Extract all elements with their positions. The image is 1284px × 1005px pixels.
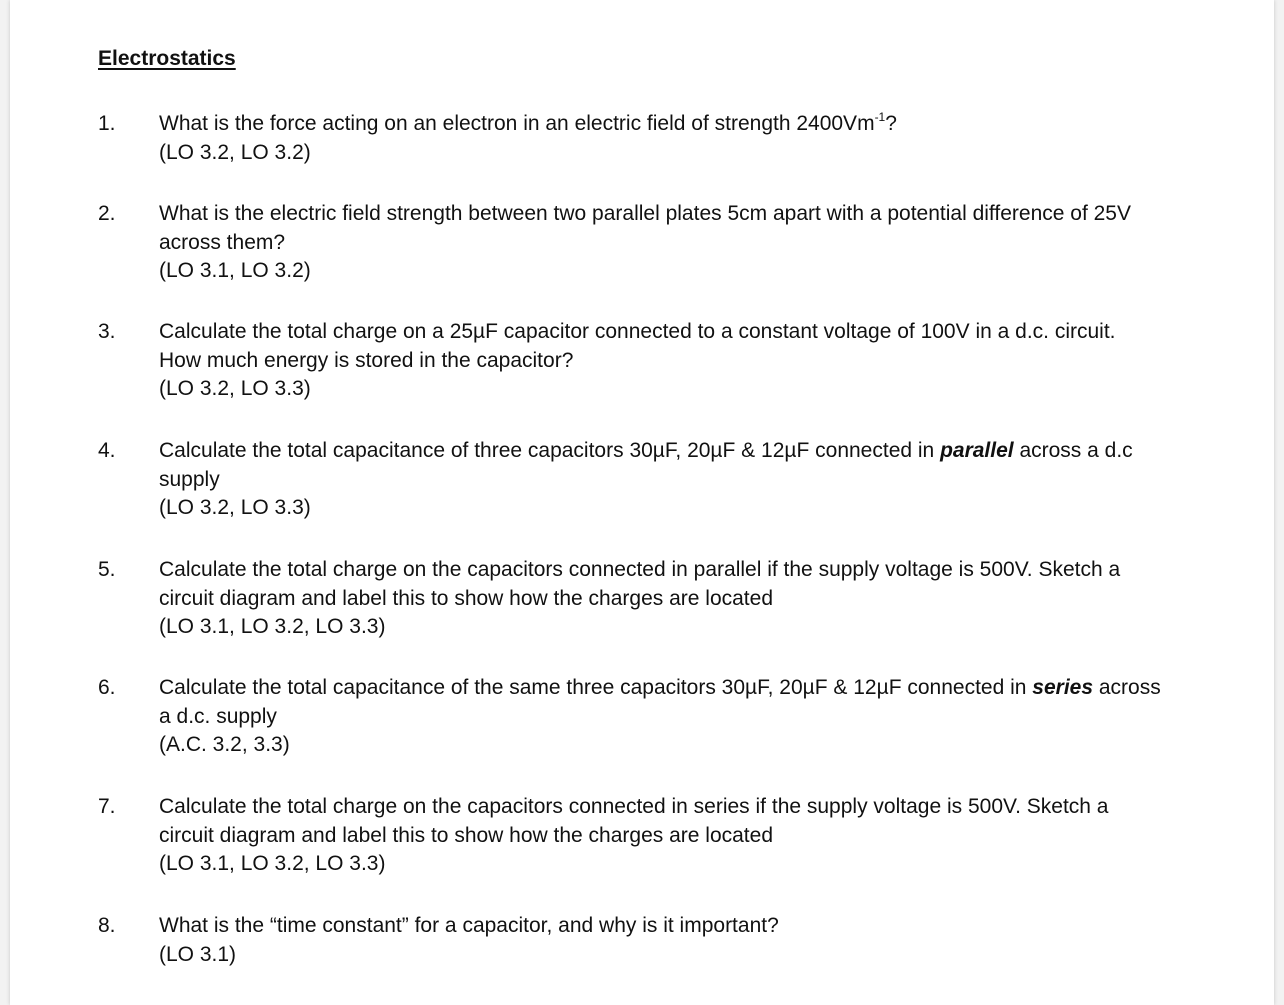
question-number: 1. [98,112,116,135]
question-line-text: Calculate the total capacitance of three capacitors 30µF, 20µF & 12µF connected in [159,439,941,462]
question-line: What is the electric field strength between two parallel plates 5cm apart with a potential difference of 25V [159,202,1131,225]
question-line: supply [159,467,220,491]
question-line: Calculate the total charge on the capacitors connected in parallel if the supply voltage is 500V. Sketch a [159,558,1121,581]
question-text [159,437,1218,523]
question-text [159,110,1218,167]
question-text [159,674,1218,760]
question-text [159,200,1218,286]
learning-outcome-ref: (A.C. 3.2, 3.3) [159,733,290,756]
question-line-text: What is the force acting on an electron in an electric field of strength 2400Vm [159,112,875,135]
learning-outcome-ref: (LO 3.2, LO 3.2) [159,140,311,164]
question-line: Calculate the total charge on the capacitors connected in series if the supply voltage is 500V. Sketch a [159,795,1109,818]
question-line-text: across [1093,676,1161,699]
emphasis-text: parallel [940,439,1014,462]
question-line-text: ? [885,112,897,135]
question-number: 5. [98,558,116,581]
learning-outcome-ref: (LO 3.1) [159,942,237,966]
document-title: Electrostatics [98,47,236,70]
question-number: 4. [98,439,116,462]
learning-outcome-ref: (LO 3.2, LO 3.3) [159,496,311,519]
question-text [159,318,1218,404]
learning-outcome-ref: (LO 3.1, LO 3.2, LO 3.3) [159,852,386,875]
question-line: circuit diagram and label this to show how the charges are located [159,823,774,847]
question-number: 6. [98,676,116,699]
superscript-exponent: -1 [874,110,886,124]
learning-outcome-ref: (LO 3.2, LO 3.3) [159,377,311,400]
question-line-text: Calculate the total capacitance of the same three capacitors 30µF, 20µF & 12µF connected in [159,676,1033,699]
question-number: 8. [98,914,116,937]
question-line: circuit diagram and label this to show how the charges are located [159,586,774,610]
question-text [159,793,1218,879]
question-line: across them? [159,230,286,254]
question-line [159,674,1218,703]
question-number: 7. [98,795,116,818]
emphasis-text: series [1032,676,1094,699]
question-text [159,912,1218,969]
question-line: How much energy is stored in the capacitor? [159,348,574,372]
document-page [10,0,1274,1005]
question-line: Calculate the total charge on a 25µF capacitor connected to a constant voltage of 100V in a d.c. circuit. [159,320,1116,343]
question-number: 2. [98,202,116,225]
learning-outcome-ref: (LO 3.1, LO 3.2, LO 3.3) [159,615,386,638]
question-number: 3. [98,320,116,343]
question-line: a d.c. supply [159,704,277,728]
question-line [159,110,1218,139]
question-line: What is the “time constant” for a capacitor, and why is it important? [159,914,779,937]
question-text [159,556,1218,642]
question-line [159,437,1218,466]
learning-outcome-ref: (LO 3.1, LO 3.2) [159,259,311,282]
question-line-text: across a d.c [1013,439,1133,462]
